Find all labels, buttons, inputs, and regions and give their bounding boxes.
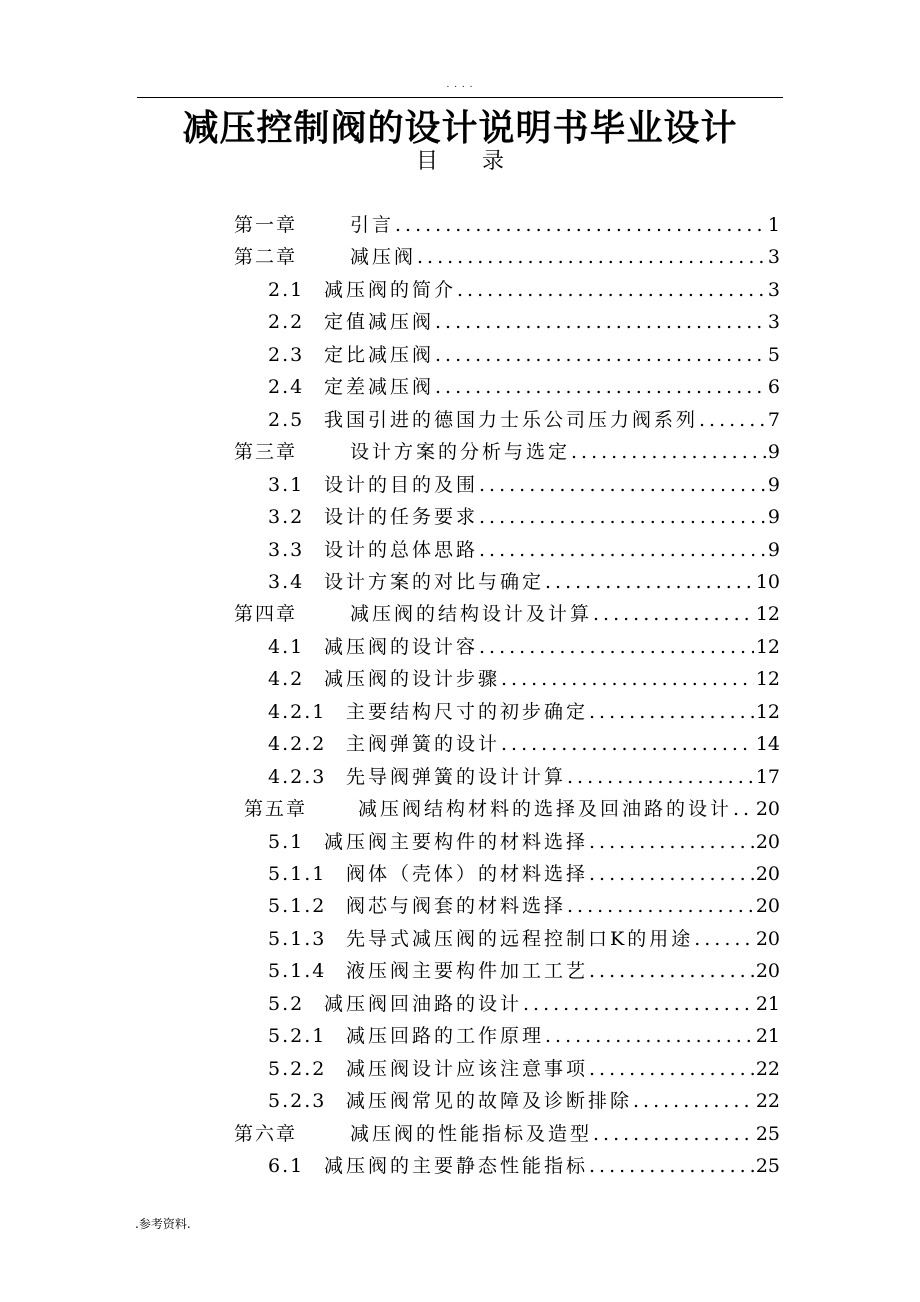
toc-entry[interactable] xyxy=(268,534,780,566)
toc-entry-title: 定比减压阀 xyxy=(324,343,435,366)
toc-entry-leader xyxy=(589,955,754,987)
toc-entry-number: 5.1.1 xyxy=(268,863,327,885)
toc-entry-leader xyxy=(479,469,766,501)
toc-entry-leader xyxy=(589,858,754,890)
toc-entry-number: 5.2.2 xyxy=(268,1057,327,1080)
toc-entry-title: 减压阀的结构设计及计算 xyxy=(350,603,593,626)
toc-entry[interactable] xyxy=(234,436,780,468)
toc-entry-leader xyxy=(435,371,766,403)
toc-entry-page: 12 xyxy=(755,635,780,658)
toc-entry-number: 5.1.2 xyxy=(268,895,327,918)
toc-entry-page: 10 xyxy=(755,570,780,593)
toc-entry[interactable] xyxy=(268,728,780,760)
toc-entry-page: 25 xyxy=(755,1122,780,1145)
toc-entry[interactable] xyxy=(268,1085,780,1117)
toc-entry-title: 减压阀常见的故障及诊断排除 xyxy=(346,1090,633,1113)
toc-entry[interactable] xyxy=(268,404,780,436)
toc-entry[interactable] xyxy=(234,241,780,273)
toc-entry-number: 5.1 xyxy=(268,830,305,853)
toc-entry-leader xyxy=(593,1118,754,1150)
toc-entry-leader xyxy=(523,988,754,1020)
toc-entry[interactable] xyxy=(268,1020,780,1052)
toc-entry[interactable] xyxy=(268,761,780,793)
toc-entry-title: 设计方案的分析与选定 xyxy=(350,441,571,464)
toc-entry-leader xyxy=(501,663,754,695)
toc-entry[interactable] xyxy=(268,1053,780,1085)
toc-entry-page: 20 xyxy=(755,960,780,983)
toc-entry[interactable] xyxy=(244,793,780,825)
toc-entry[interactable] xyxy=(234,1118,780,1150)
toc-entry-title: 减压阀的主要静态性能指标 xyxy=(324,1155,589,1178)
toc-entry-title: 设计方案的对比与确定 xyxy=(324,570,545,593)
toc-entry[interactable] xyxy=(268,371,780,403)
toc-entry-page: 9 xyxy=(767,538,780,561)
toc-entry-title: 引言 xyxy=(350,214,395,236)
toc-entry[interactable] xyxy=(268,826,780,858)
toc-entry-page: 20 xyxy=(755,927,780,950)
toc-entry-leader xyxy=(479,631,754,663)
toc-entry-leader xyxy=(545,1020,754,1052)
toc-entry-title: 主阀弹簧的设计 xyxy=(346,733,501,756)
toc-entry[interactable] xyxy=(268,923,780,955)
toc-entry-number: 5.1.3 xyxy=(268,927,327,950)
header-rule xyxy=(137,97,783,98)
toc-entry[interactable] xyxy=(234,209,780,241)
toc-entry-title: 阀芯与阀套的材料选择 xyxy=(346,895,567,918)
toc-entry-title: 设计的总体思路 xyxy=(324,538,479,561)
toc-entry-title: 减压阀的简介 xyxy=(324,278,457,301)
toc-entry-title: 液压阀主要构件加工工艺 xyxy=(346,960,589,983)
toc-entry-page: 12 xyxy=(755,603,780,626)
toc-entry-number: 5.1.4 xyxy=(268,960,327,983)
toc-entry-page: 12 xyxy=(755,700,780,723)
toc-entry-leader xyxy=(567,761,754,793)
toc-entry-leader xyxy=(593,598,754,630)
toc-entry-page: 5 xyxy=(767,343,780,366)
toc-entry-title: 减压阀 xyxy=(350,246,417,269)
toc-entry[interactable] xyxy=(268,988,780,1020)
toc-entry[interactable] xyxy=(268,663,780,695)
toc-entry-title: 主要结构尺寸的初步确定 xyxy=(346,700,589,723)
toc-entry-leader xyxy=(699,404,766,436)
toc-heading-left: 目 xyxy=(415,149,438,174)
toc-entry-page: 20 xyxy=(755,895,780,918)
toc-entry-page: 9 xyxy=(767,441,780,464)
toc-entry-page: 21 xyxy=(755,992,780,1015)
toc-entry-leader xyxy=(457,274,766,306)
toc-entry-leader xyxy=(479,534,766,566)
toc-entry[interactable] xyxy=(268,306,780,338)
toc-entry[interactable] xyxy=(268,955,780,987)
toc-entry-page: 25 xyxy=(755,1155,780,1178)
toc-entry-title: 减压阀的设计容 xyxy=(324,635,479,658)
toc-entry-title: 设计的目的及围 xyxy=(324,473,479,496)
toc-entry[interactable] xyxy=(268,858,780,890)
toc-entry-leader xyxy=(733,793,754,825)
toc-entry-page: 9 xyxy=(767,473,780,496)
toc-entry-title: 减压回路的工作原理 xyxy=(346,1025,545,1048)
toc-entry[interactable] xyxy=(268,469,780,501)
toc-entry-number: 5.2 xyxy=(268,992,305,1015)
toc-entry[interactable] xyxy=(234,598,780,630)
toc-entry-leader xyxy=(589,1053,754,1085)
toc-entry[interactable] xyxy=(268,631,780,663)
toc-entry-title: 减压阀设计应该注意事项 xyxy=(346,1057,589,1080)
toc-entry-number: 第二章 xyxy=(234,246,298,269)
toc-entry-leader xyxy=(589,1150,754,1182)
toc-entry-page: 21 xyxy=(755,1025,780,1048)
toc-entry-page: 17 xyxy=(755,765,780,788)
toc-heading-right: 录 xyxy=(482,149,505,174)
toc-entry-title: 定值减压阀 xyxy=(324,311,435,334)
toc-entry-title: 我国引进的德国力士乐公司压力阀系列 xyxy=(324,408,699,431)
toc-entry[interactable] xyxy=(268,566,780,598)
toc-entry-title: 减压阀结构材料的选择及回油路的设计 xyxy=(358,798,733,821)
toc-entry-number: 第六章 xyxy=(234,1122,298,1145)
toc-entry-number: 第一章 xyxy=(234,214,298,236)
toc-entry[interactable] xyxy=(268,501,780,533)
toc-entry-number: 4.1 xyxy=(268,635,305,658)
toc-entry-leader xyxy=(395,209,766,241)
toc-entry-title: 设计的任务要求 xyxy=(324,506,479,529)
toc-entry-page: 12 xyxy=(755,668,780,691)
toc-entry-leader xyxy=(435,306,766,338)
toc-entry-page: 20 xyxy=(755,798,780,821)
toc-entry-page: 9 xyxy=(767,506,780,529)
toc-entry-number: 第三章 xyxy=(234,441,298,464)
toc-entry-number: 2.4 xyxy=(268,376,305,399)
toc-entry-number: 4.2.2 xyxy=(268,733,327,756)
toc-entry-page: 20 xyxy=(755,863,780,885)
page-header-mark: . . . . xyxy=(446,80,474,90)
toc-entry-number: 4.2.1 xyxy=(268,700,327,723)
toc-entry-title: 先导阀弹簧的设计计算 xyxy=(346,765,567,788)
toc-entry-leader xyxy=(694,923,754,955)
toc-entry-leader xyxy=(571,436,766,468)
toc-entry-leader xyxy=(479,501,766,533)
toc-entry-number: 2.5 xyxy=(268,408,305,431)
toc-entry-number: 第五章 xyxy=(244,798,308,821)
toc-entry[interactable] xyxy=(268,1150,780,1182)
toc-entry-leader xyxy=(567,890,754,922)
toc-entry-number: 5.2.1 xyxy=(268,1025,327,1048)
toc-entry-page: 22 xyxy=(755,1090,780,1113)
toc-entry-page: 3 xyxy=(767,311,780,334)
toc-entry-number: 3.4 xyxy=(268,570,305,593)
toc-entry-number: 3.1 xyxy=(268,473,305,496)
toc-entry-number: 3.3 xyxy=(268,538,305,561)
toc-entry-title: 定差减压阀 xyxy=(324,376,435,399)
toc-entry-number: 2.1 xyxy=(268,278,305,301)
toc-entry[interactable] xyxy=(268,274,780,306)
toc-entry[interactable] xyxy=(268,696,780,728)
toc-entry-title: 减压阀的设计步骤 xyxy=(324,668,501,691)
toc-entry-number: 3.2 xyxy=(268,506,305,529)
toc-heading xyxy=(0,148,920,176)
toc-entry[interactable] xyxy=(268,890,780,922)
toc-entry-title: 减压阀的性能指标及造型 xyxy=(350,1122,593,1145)
toc-entry-title: 阀体（壳体）的材料选择 xyxy=(346,863,589,885)
toc-entry-page: 20 xyxy=(755,830,780,853)
toc-entry-title: 减压阀回油路的设计 xyxy=(324,992,523,1015)
toc-entry-leader xyxy=(633,1085,754,1117)
toc-entry-leader xyxy=(417,241,766,273)
toc-entry-page: 6 xyxy=(767,376,780,399)
toc-entry-number: 第四章 xyxy=(234,603,298,626)
toc-entry[interactable] xyxy=(268,339,780,371)
toc-entry-number: 4.2 xyxy=(268,668,305,691)
toc-entry-number: 4.2.3 xyxy=(268,765,327,788)
toc-entry-page: 1 xyxy=(767,214,780,236)
toc-entry-leader xyxy=(589,696,754,728)
toc-entry-number: 2.3 xyxy=(268,343,305,366)
toc-entry-page: 22 xyxy=(755,1057,780,1080)
document-title: 减压控制阀的设计说明书毕业设计 xyxy=(182,108,738,149)
toc-entry-page: 3 xyxy=(767,278,780,301)
toc-entry-page: 3 xyxy=(767,246,780,269)
toc-entry-page: 14 xyxy=(755,733,780,756)
toc-entry-title: 减压阀主要构件的材料选择 xyxy=(324,830,589,853)
toc-entry-page: 7 xyxy=(767,408,780,431)
toc-entry-title: 先导式减压阀的远程控制口K的用途 xyxy=(346,927,694,950)
toc-entry-number: 6.1 xyxy=(268,1155,305,1178)
toc-entry-leader xyxy=(435,339,766,371)
toc-entry-leader xyxy=(501,728,754,760)
toc-entry-number: 5.2.3 xyxy=(268,1090,327,1113)
toc-entry-number: 2.2 xyxy=(268,311,305,334)
toc-entry-leader xyxy=(545,566,754,598)
footer-note: .参考资料. xyxy=(135,1217,191,1231)
toc-entry-leader xyxy=(589,826,754,858)
